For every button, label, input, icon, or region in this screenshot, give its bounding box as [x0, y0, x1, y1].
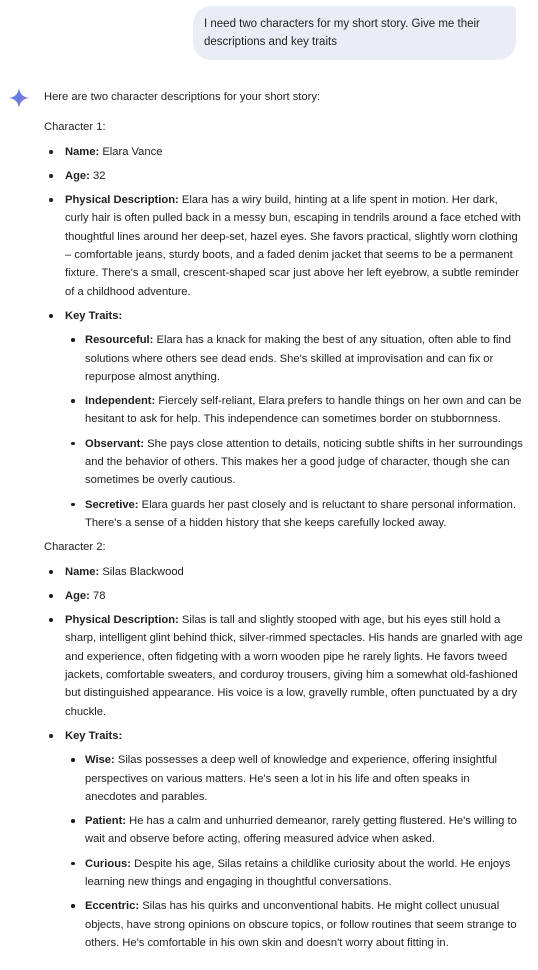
trait-item [65, 897, 524, 952]
trait-item [65, 496, 524, 533]
traits-label: Key Traits: [65, 309, 123, 322]
trait-text: She pays close attention to details, noticing subtle shifts in her surroundings and the behavior of others. This makes her a good judge of character, though she can sometimes be overly cautious. [85, 437, 523, 487]
character-2-age-item [44, 587, 524, 605]
trait-label: Resourceful: [85, 334, 154, 347]
character-2-heading: Character 2: [44, 541, 106, 554]
name-label: Name: [65, 565, 100, 578]
model-response [44, 88, 524, 958]
character-1-traits-item [44, 307, 524, 532]
user-message-text: I need two characters for my short story. Give me their descriptions and key traits [204, 18, 480, 48]
character-1-name-item [44, 143, 524, 161]
character-2-traits-list [65, 751, 524, 952]
character-1-heading: Character 1: [44, 121, 106, 134]
trait-label: Observant: [85, 437, 145, 450]
age-value: 32 [92, 169, 106, 182]
physical-label: Physical Description: [65, 614, 179, 627]
trait-label: Eccentric: [85, 900, 140, 913]
name-value: Elara Vance [102, 145, 163, 158]
trait-text: Silas has his quirks and unconventional habits. He might collect unusual objects, have strong opinions on obscure topics, or follow routines that seem strange to others. He's comfortable in his own skin and doesn't worry about fitting in. [85, 900, 517, 949]
character-1-age-item [44, 167, 524, 185]
trait-label: Patient: [85, 815, 127, 828]
physical-text: Silas is tall and slightly stooped with age, but his eyes still hold a sharp, intelligent glint behind thick, silver-rimmed spectacles. His hands are gnarled with age and experience, often fidgeting with a worn wooden pipe he rarely lights. He favors tweed jackets, comfortable sweaters, and corduroy trousers, giving him a somewhat old-fashioned but distinguished appearance. His voice is a low, gravelly rumble, often punctuated by a dry chuckle. [65, 614, 523, 718]
age-label: Age: [65, 169, 90, 182]
trait-text: Fiercely self-reliant, Elara prefers to handle things on her own and can be hesitant to ask for help. This independence can sometimes border on stubbornness. [85, 395, 522, 426]
trait-text: Silas possesses a deep well of knowledge and experience, offering insightful perspectives on various matters. He's seen a lot in his life and often speaks in anecdotes and parables. [85, 754, 498, 803]
gemini-spark-icon [8, 87, 30, 109]
character-2-physical-item [44, 611, 524, 721]
trait-text: Despite his age, Silas retains a childlike curiosity about the world. He enjoys learning new things and engaging in thoughtful conversations. [85, 857, 511, 888]
character-1-traits-list [65, 331, 524, 532]
character-2-traits-item [44, 727, 524, 952]
trait-text: Elara has a knack for making the best of any situation, often able to find solutions where others see dead ends. She's skilled at improvisation and can fix or repurpose almost anything. [85, 334, 511, 383]
character-1-list [44, 143, 524, 533]
character-2-list [44, 563, 524, 953]
trait-label: Wise: [85, 754, 115, 767]
physical-text: Elara has a wiry build, hinting at a life spent in motion. Her dark, curly hair is often pulled back in a messy bun, escaping in tendrils around a face etched with thoughtful lines around her deep-set, hazel eyes. She favors practical, slightly worn clothing – comfortable jeans, sturdy boots, and a faded denim jacket that seems to be a permanent fixture. There's a small, crescent-shaped scar just above her left eyebrow, a subtle reminder of a childhood adventure. [65, 194, 521, 298]
trait-label: Independent: [85, 395, 156, 408]
trait-item [65, 751, 524, 806]
trait-label: Curious: [85, 857, 131, 870]
trait-text: He has a calm and unhurried demeanor, rarely getting flustered. He's willing to wait and observe before acting, offering measured advice when asked. [85, 815, 517, 846]
trait-item [65, 392, 524, 429]
name-label: Name: [65, 145, 100, 158]
name-value: Silas Blackwood [102, 565, 184, 578]
physical-label: Physical Description: [65, 194, 179, 207]
user-message-bubble [193, 6, 516, 60]
trait-item [65, 331, 524, 386]
trait-item [65, 855, 524, 892]
age-label: Age: [65, 589, 90, 602]
trait-text: Elara guards her past closely and is reluctant to share personal information. There's a sense of a hidden history that she keeps carefully locked away. [85, 498, 516, 529]
character-1-physical-item [44, 191, 524, 301]
character-2-name-item [44, 563, 524, 581]
trait-label: Secretive: [85, 498, 139, 511]
trait-item [65, 435, 524, 490]
trait-item [65, 812, 524, 849]
age-value: 78 [92, 589, 106, 602]
response-intro: Here are two character descriptions for your short story: [44, 91, 321, 103]
traits-label: Key Traits: [65, 729, 123, 742]
